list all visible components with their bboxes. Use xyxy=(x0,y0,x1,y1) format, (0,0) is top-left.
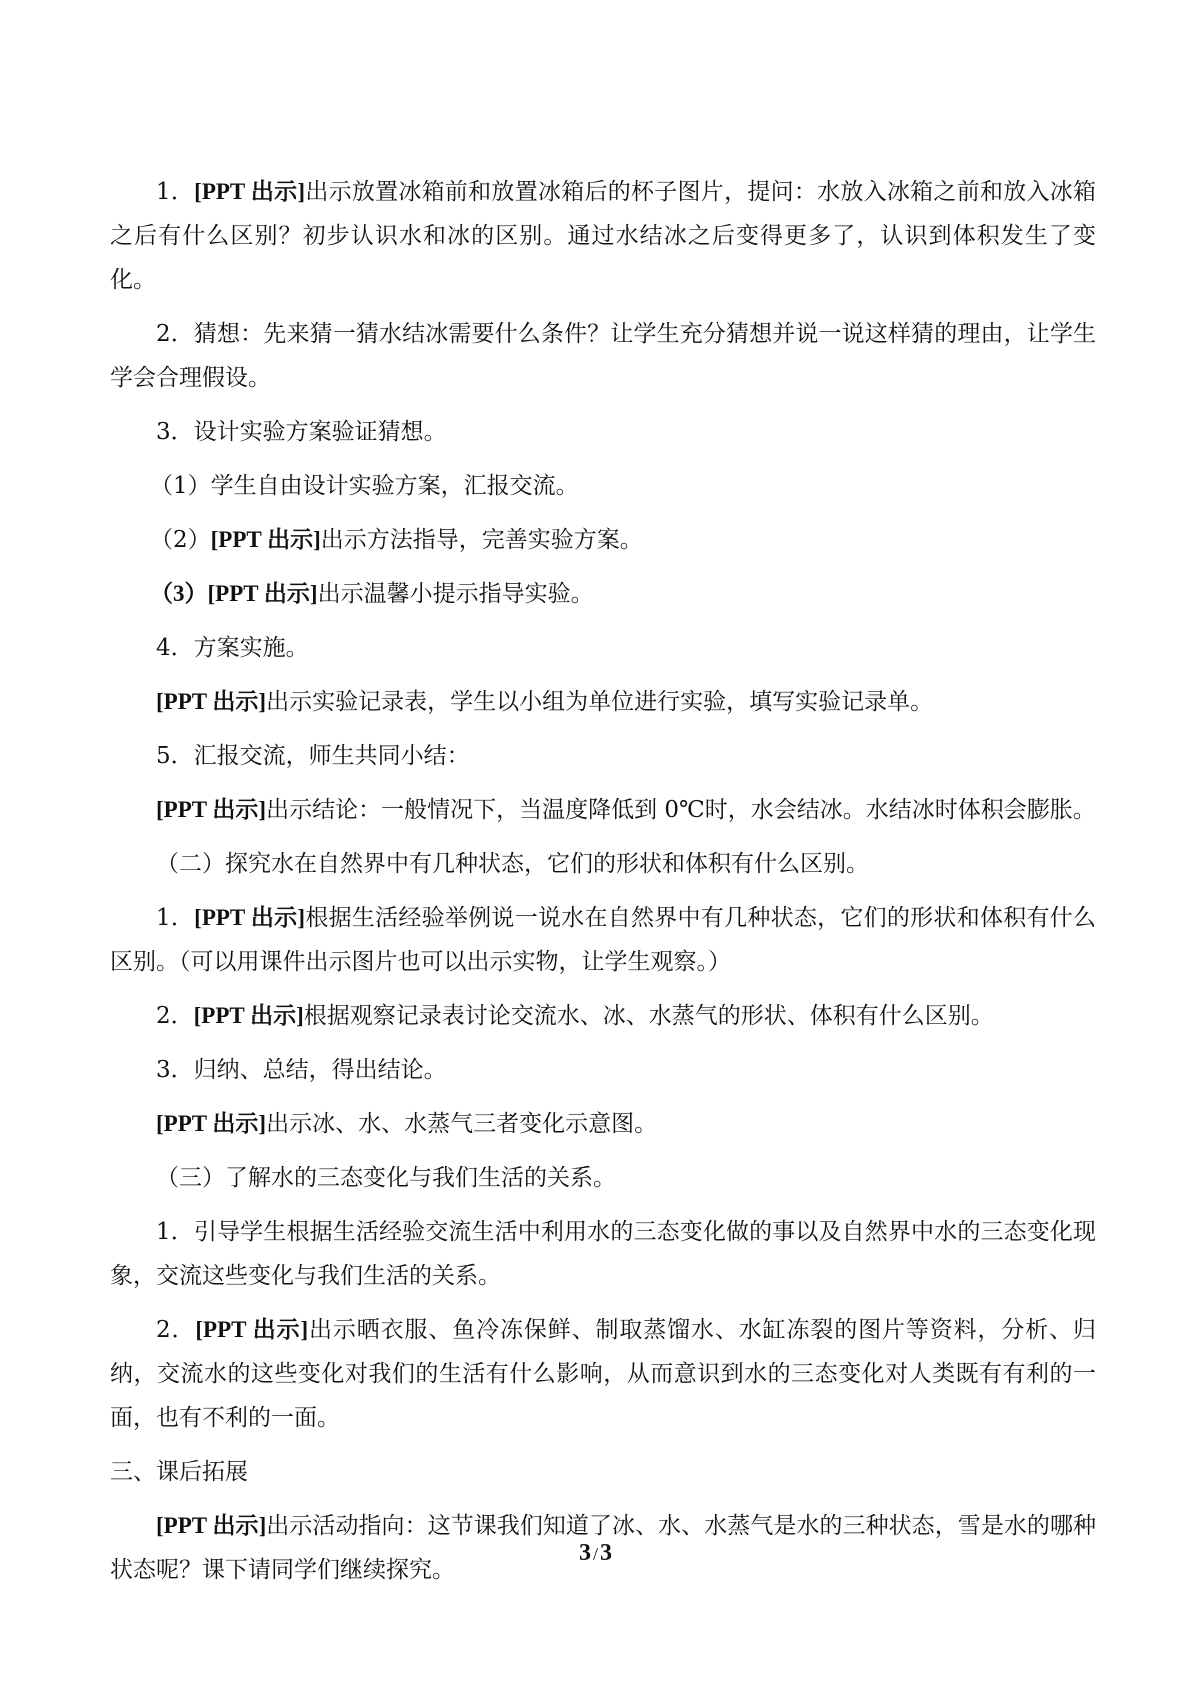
page-separator: / xyxy=(592,1544,598,1564)
paragraph-2-2: 2．[PPT 出示]根据观察记录表讨论交流水、冰、水蒸气的形状、体积有什么区别。 xyxy=(156,1003,994,1029)
page-number xyxy=(0,1540,1191,1567)
ppt-tag: [PPT 出示] xyxy=(193,1003,304,1028)
section-heading-after-class: 三、课后拓展 xyxy=(110,1459,248,1485)
paragraph-4: 4．方案实施。 xyxy=(156,635,309,661)
paragraph-3: 3．设计实验方案验证猜想。 xyxy=(156,419,447,445)
ppt-tag: [PPT 出示] xyxy=(156,1111,267,1136)
paragraph-3-1: （1）学生自由设计实验方案，汇报交流。 xyxy=(150,473,579,499)
paragraph-3-3: （3）[PPT 出示]出示温馨小提示指导实验。 xyxy=(150,581,594,607)
paragraph-3-2b: 2．[PPT 出示]出示晒衣服、鱼冷冻保鲜、制取蒸馏水、水缸冻裂的图片等资料，分析、归纳，交流水的这些变化对我们的生活有什么影响，从而意识到水的三态变化对人类既有有利的一面，也有不利的一面。 xyxy=(110,1317,1096,1431)
section-heading-2: （二）探究水在自然界中有几种状态，它们的形状和体积有什么区别。 xyxy=(156,851,869,877)
ppt-tag: [PPT 出示] xyxy=(156,797,267,822)
ppt-tag: [PPT 出示] xyxy=(207,581,318,606)
paragraph-2: 2．猜想：先来猜一猜水结冰需要什么条件？让学生充分猜想并说一说这样猜的理由，让学生学会合理假设。 xyxy=(110,321,1096,391)
paragraph-3-2: （2）[PPT 出示]出示方法指导，完善实验方案。 xyxy=(150,527,643,553)
document-body xyxy=(110,170,1096,1602)
page-total: 3 xyxy=(600,1540,612,1566)
ppt-tag: [PPT 出示] xyxy=(210,527,321,552)
page-current: 3 xyxy=(578,1540,591,1566)
paragraph-3-1b: 1．引导学生根据生活经验交流生活中利用水的三态变化做的事以及自然界中水的三态变化现象，交流这些变化与我们生活的关系。 xyxy=(110,1219,1096,1289)
ppt-tag: [PPT 出示] xyxy=(195,1317,309,1342)
section-heading-3: （三）了解水的三态变化与我们生活的关系。 xyxy=(156,1165,616,1191)
paragraph-extension: [PPT 出示]出示活动指向：这节课我们知道了冰、水、水蒸气是水的三种状态，雪是水的哪种状态呢？课下请同学们继续探究。 xyxy=(110,1513,1097,1583)
paragraph-2-1: 1．[PPT 出示]根据生活经验举例说一说水在自然界中有几种状态，它们的形状和体积有什么区别。（可以用课件出示图片也可以出示实物，让学生观察。） xyxy=(110,905,1097,975)
paragraph-2-3: 3．归纳、总结，得出结论。 xyxy=(156,1057,447,1083)
paragraph-5: 5．汇报交流，师生共同小结： xyxy=(156,743,470,769)
ppt-tag: [PPT 出示] xyxy=(156,1513,267,1538)
paragraph-4-ppt: [PPT 出示]出示实验记录表，学生以小组为单位进行实验，填写实验记录单。 xyxy=(156,689,934,715)
paragraph-2-3-ppt: [PPT 出示]出示冰、水、水蒸气三者变化示意图。 xyxy=(156,1111,658,1137)
ppt-tag: [PPT 出示] xyxy=(156,689,267,714)
paragraph-5-ppt: [PPT 出示]出示结论：一般情况下，当温度降低到 0℃时，水会结冰。水结冰时体积会膨胀。 xyxy=(156,797,1096,823)
ppt-tag: [PPT 出示] xyxy=(194,179,306,204)
paragraph-1: 1．[PPT 出示]出示放置冰箱前和放置冰箱后的杯子图片，提问：水放入冰箱之前和放入冰箱之后有什么区别？初步认识水和冰的区别。通过水结冰之后变得更多了，认识到体积发生了变化。 xyxy=(110,179,1097,293)
ppt-tag: [PPT 出示] xyxy=(194,905,306,930)
